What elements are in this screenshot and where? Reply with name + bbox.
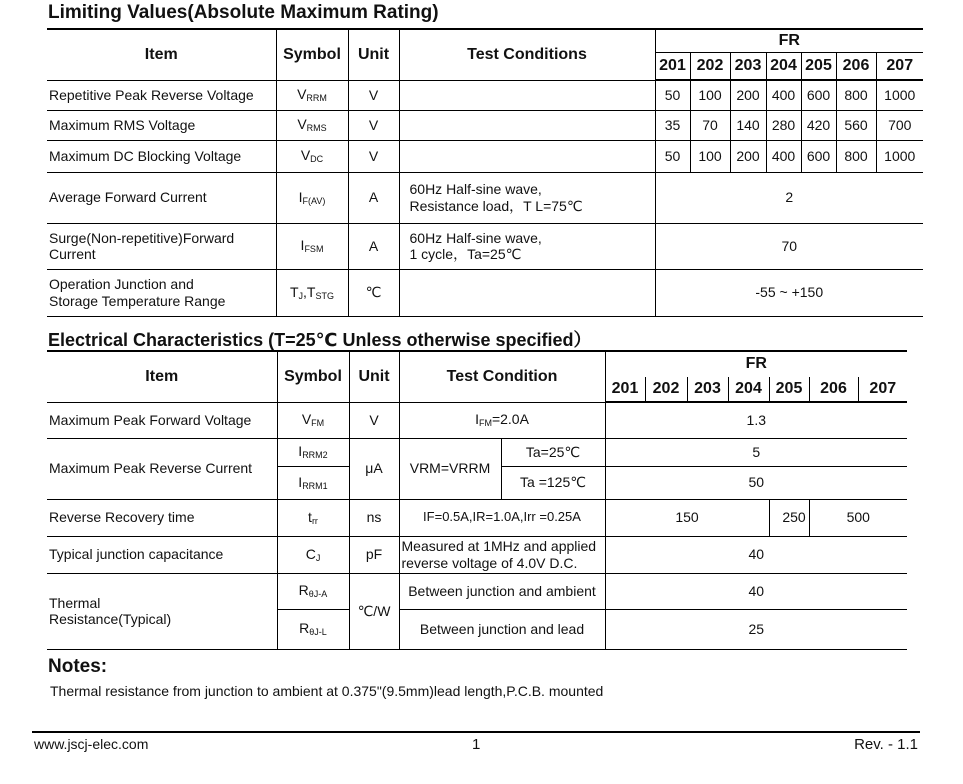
row-item: Repetitive Peak Reverse Voltage <box>47 80 276 110</box>
value-cell: 800 <box>836 140 876 172</box>
row-symbol: $C_J$ <box>277 536 349 573</box>
value-cell: 600 <box>801 80 836 110</box>
row-item: Surge(Non-repetitive)Forward Current <box>47 223 276 269</box>
row-item: Thermal Resistance(Typical) <box>47 573 277 649</box>
value-cell: 100 <box>690 140 730 172</box>
row-condition <box>399 269 655 316</box>
value-cell: 100 <box>690 80 730 110</box>
table-row <box>47 499 907 536</box>
part-203: 203 <box>730 52 766 80</box>
row-item: Maximum Peak Forward Voltage <box>47 402 277 438</box>
value-cell: 1000 <box>876 80 923 110</box>
row-symbol: $V_{RMS}$ <box>276 110 348 140</box>
value-cell: 25 <box>605 609 907 649</box>
value-cell: 50 <box>655 80 690 110</box>
value-cell: 70 <box>655 223 923 269</box>
row-item: Maximum RMS Voltage <box>47 110 276 140</box>
row-item: Average Forward Current <box>47 172 276 223</box>
part-207: 207 <box>876 52 923 80</box>
part-204: 204 <box>766 52 801 80</box>
value-cell: 250 <box>769 499 809 536</box>
value-cell: 400 <box>766 140 801 172</box>
value-cell: 1000 <box>876 140 923 172</box>
row-item: Typical junction capacitance <box>47 536 277 573</box>
limiting-values-table <box>47 28 923 317</box>
electrical-characteristics-table <box>47 350 907 650</box>
row-unit: pF <box>349 536 399 573</box>
value-cell: 5 <box>605 438 907 466</box>
footer-divider <box>32 731 920 733</box>
row-condition: Between junction and ambient <box>399 573 605 609</box>
value-cell: 50 <box>655 140 690 172</box>
table-row <box>47 172 923 223</box>
part-202: 202 <box>645 377 687 402</box>
value-cell: 400 <box>766 80 801 110</box>
row-symbol: $V_{RRM}$ <box>276 80 348 110</box>
section-title-electrical-characteristics: Electrical Characteristics (T=25℃ Unless otherwise specified） <box>48 330 592 350</box>
row-item: Maximum DC Blocking Voltage <box>47 140 276 172</box>
header-unit: Unit <box>349 351 399 402</box>
row-symbol: $T_J,T_{STG}$ <box>276 269 348 316</box>
row-symbol: $V_{DC}$ <box>276 140 348 172</box>
row-unit: V <box>348 110 399 140</box>
table-row <box>47 140 923 172</box>
notes-title: Notes: <box>48 656 108 677</box>
row-unit: V <box>349 402 399 438</box>
value-cell: 280 <box>766 110 801 140</box>
row-unit: A <box>348 172 399 223</box>
row-condition: 60Hz Half-sine wave, Resistance load，T L=75℃ <box>399 172 655 223</box>
row-item: Maximum Peak Reverse Current <box>47 438 277 499</box>
row-unit: μA <box>349 438 399 499</box>
part-201: 201 <box>605 377 645 402</box>
value-cell: 40 <box>605 573 907 609</box>
row-condition: $I_{FM}=2.0A$ <box>399 402 605 438</box>
value-cell: 420 <box>801 110 836 140</box>
row-unit: ℃/W <box>349 573 399 649</box>
row-item: Reverse Recovery time <box>47 499 277 536</box>
header-item: Item <box>47 351 277 402</box>
value-cell: 35 <box>655 110 690 140</box>
part-201: 201 <box>655 52 690 80</box>
row-symbol: $I_{FSM}$ <box>276 223 348 269</box>
row-item: Operation Junction and Storage Temperature Range <box>47 269 276 316</box>
row-condition <box>399 80 655 110</box>
value-cell: 2 <box>655 172 923 223</box>
row-condition: Between junction and lead <box>399 609 605 649</box>
part-205: 205 <box>769 377 809 402</box>
value-cell: 1.3 <box>605 402 907 438</box>
value-cell: 500 <box>809 499 907 536</box>
value-cell: 600 <box>801 140 836 172</box>
table-row <box>47 536 907 573</box>
value-cell: 800 <box>836 80 876 110</box>
section-title-limiting-values: Limiting Values(Absolute Maximum Rating) <box>48 2 439 23</box>
value-cell: 560 <box>836 110 876 140</box>
row-condition: 60Hz Half-sine wave, 1 cycle，Ta=25℃ <box>399 223 655 269</box>
table-row <box>47 402 907 438</box>
part-204: 204 <box>728 377 769 402</box>
part-205: 205 <box>801 52 836 80</box>
row-unit: V <box>348 80 399 110</box>
row-symbol: $R_{\theta J-L}$ <box>277 609 349 649</box>
row-unit: A <box>348 223 399 269</box>
row-condition-temp: Ta =125℃ <box>501 466 605 499</box>
part-202: 202 <box>690 52 730 80</box>
header-unit: Unit <box>348 29 399 80</box>
row-symbol: $I_{F(AV)}$ <box>276 172 348 223</box>
value-cell: 700 <box>876 110 923 140</box>
part-206: 206 <box>809 377 858 402</box>
value-cell: 40 <box>605 536 907 573</box>
notes-text: Thermal resistance from junction to ambient at 0.375"(9.5mm)lead length,P.C.B. mounted <box>50 683 604 699</box>
row-condition <box>399 110 655 140</box>
row-symbol: $V_{FM}$ <box>277 402 349 438</box>
value-cell: 200 <box>730 80 766 110</box>
header-test-condition: Test Condition <box>399 351 605 402</box>
value-cell: 140 <box>730 110 766 140</box>
row-symbol: $R_{\theta J-A}$ <box>277 573 349 609</box>
table-row <box>47 80 923 110</box>
header-fr: FR <box>605 351 907 377</box>
row-symbol: $I_{RRM1}$ <box>277 466 349 499</box>
row-condition <box>399 140 655 172</box>
header-item: Item <box>47 29 276 80</box>
table-row <box>47 223 923 269</box>
row-unit: ℃ <box>348 269 399 316</box>
table-row <box>47 573 907 609</box>
table-row <box>47 438 907 466</box>
row-symbol: $I_{RRM2}$ <box>277 438 349 466</box>
value-cell: 150 <box>605 499 769 536</box>
page-number: 1 <box>472 736 481 753</box>
row-condition-temp: Ta=25℃ <box>501 438 605 466</box>
value-cell: 200 <box>730 140 766 172</box>
row-condition: VRM=VRRM <box>399 438 501 499</box>
row-symbol: $t_{rr}$ <box>277 499 349 536</box>
value-cell: 70 <box>690 110 730 140</box>
header-fr: FR <box>655 29 923 52</box>
value-cell: 50 <box>605 466 907 499</box>
part-206: 206 <box>836 52 876 80</box>
footer-url[interactable]: www.jscj-elec.com <box>34 736 149 752</box>
table-row <box>47 269 923 316</box>
row-condition: Measured at 1MHz and applied reverse voltage of 4.0V D.C. <box>399 536 605 573</box>
value-cell: -55 ~ +150 <box>655 269 923 316</box>
part-207: 207 <box>858 377 907 402</box>
revision: Rev. - 1.1 <box>854 736 918 753</box>
header-symbol: Symbol <box>277 351 349 402</box>
header-test-conditions: Test Conditions <box>399 29 655 80</box>
row-condition: IF=0.5A,IR=1.0A,Irr =0.25A <box>399 499 605 536</box>
header-symbol: Symbol <box>276 29 348 80</box>
table-row <box>47 110 923 140</box>
row-unit: V <box>348 140 399 172</box>
part-203: 203 <box>687 377 728 402</box>
row-unit: ns <box>349 499 399 536</box>
